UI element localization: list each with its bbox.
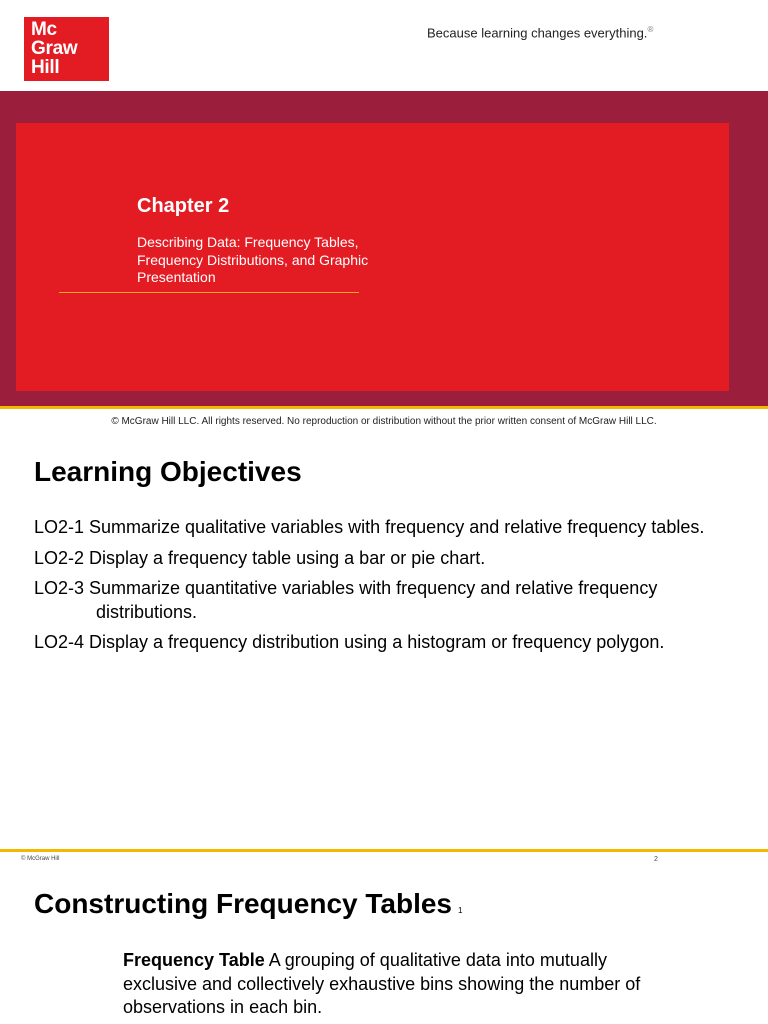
footer-copyright: © McGraw Hill bbox=[21, 856, 60, 862]
chapter-subtitle-line: Frequency Distributions, and Graphic bbox=[137, 251, 369, 268]
page-number: 2 bbox=[654, 856, 658, 863]
logo-line-1: Mc bbox=[31, 19, 57, 40]
definition-paragraph bbox=[123, 949, 663, 1020]
definition-term: Frequency Table bbox=[123, 950, 265, 970]
list-item: LO2-2 Display a frequency table using a bar or pie chart. bbox=[34, 547, 486, 568]
title-divider bbox=[59, 292, 359, 293]
title-slide bbox=[0, 0, 768, 408]
tagline bbox=[427, 25, 653, 40]
section-heading-text: Constructing Frequency Tables bbox=[34, 888, 452, 919]
chapter-title: Chapter 2 bbox=[137, 195, 230, 217]
definition-text: A grouping of qualitative data into mutually exclusive and collectively exhaustive bins showing the number of observations in each bin. bbox=[123, 950, 641, 1017]
title-panel bbox=[16, 123, 729, 391]
copyright-notice: © McGraw Hill LLC. All rights reserved. No reproduction or distribution without the prior written consent of McGraw Hill LLC. bbox=[111, 416, 657, 427]
chapter-subtitle-line: Presentation bbox=[137, 269, 216, 285]
section-heading-index: 1 bbox=[458, 906, 463, 915]
list-item: LO2-3 Summarize quantitative variables with frequency and relative frequency distributions. bbox=[34, 578, 658, 622]
logo-line-3: Hill bbox=[31, 57, 60, 78]
list-item: LO2-1 Summarize qualitative variables with frequency and relative frequency tables. bbox=[34, 517, 705, 537]
list-item: LO2-4 Display a frequency distribution using a histogram or frequency polygon. bbox=[34, 632, 665, 652]
learning-objectives-heading: Learning Objectives bbox=[34, 456, 302, 487]
chapter-subtitle-line: Describing Data: Frequency Tables, bbox=[137, 234, 359, 250]
chapter-subtitle bbox=[137, 234, 397, 287]
slide-divider bbox=[0, 849, 768, 852]
learning-objectives-list bbox=[34, 516, 734, 662]
registered-mark: ® bbox=[647, 25, 654, 34]
logo-line-2: Graw bbox=[31, 38, 78, 59]
mcgraw-hill-logo bbox=[24, 17, 109, 81]
title-banner bbox=[0, 91, 768, 406]
slide-divider bbox=[0, 406, 768, 409]
tagline-text: Because learning changes everything. bbox=[427, 25, 648, 41]
section-heading bbox=[34, 888, 462, 920]
